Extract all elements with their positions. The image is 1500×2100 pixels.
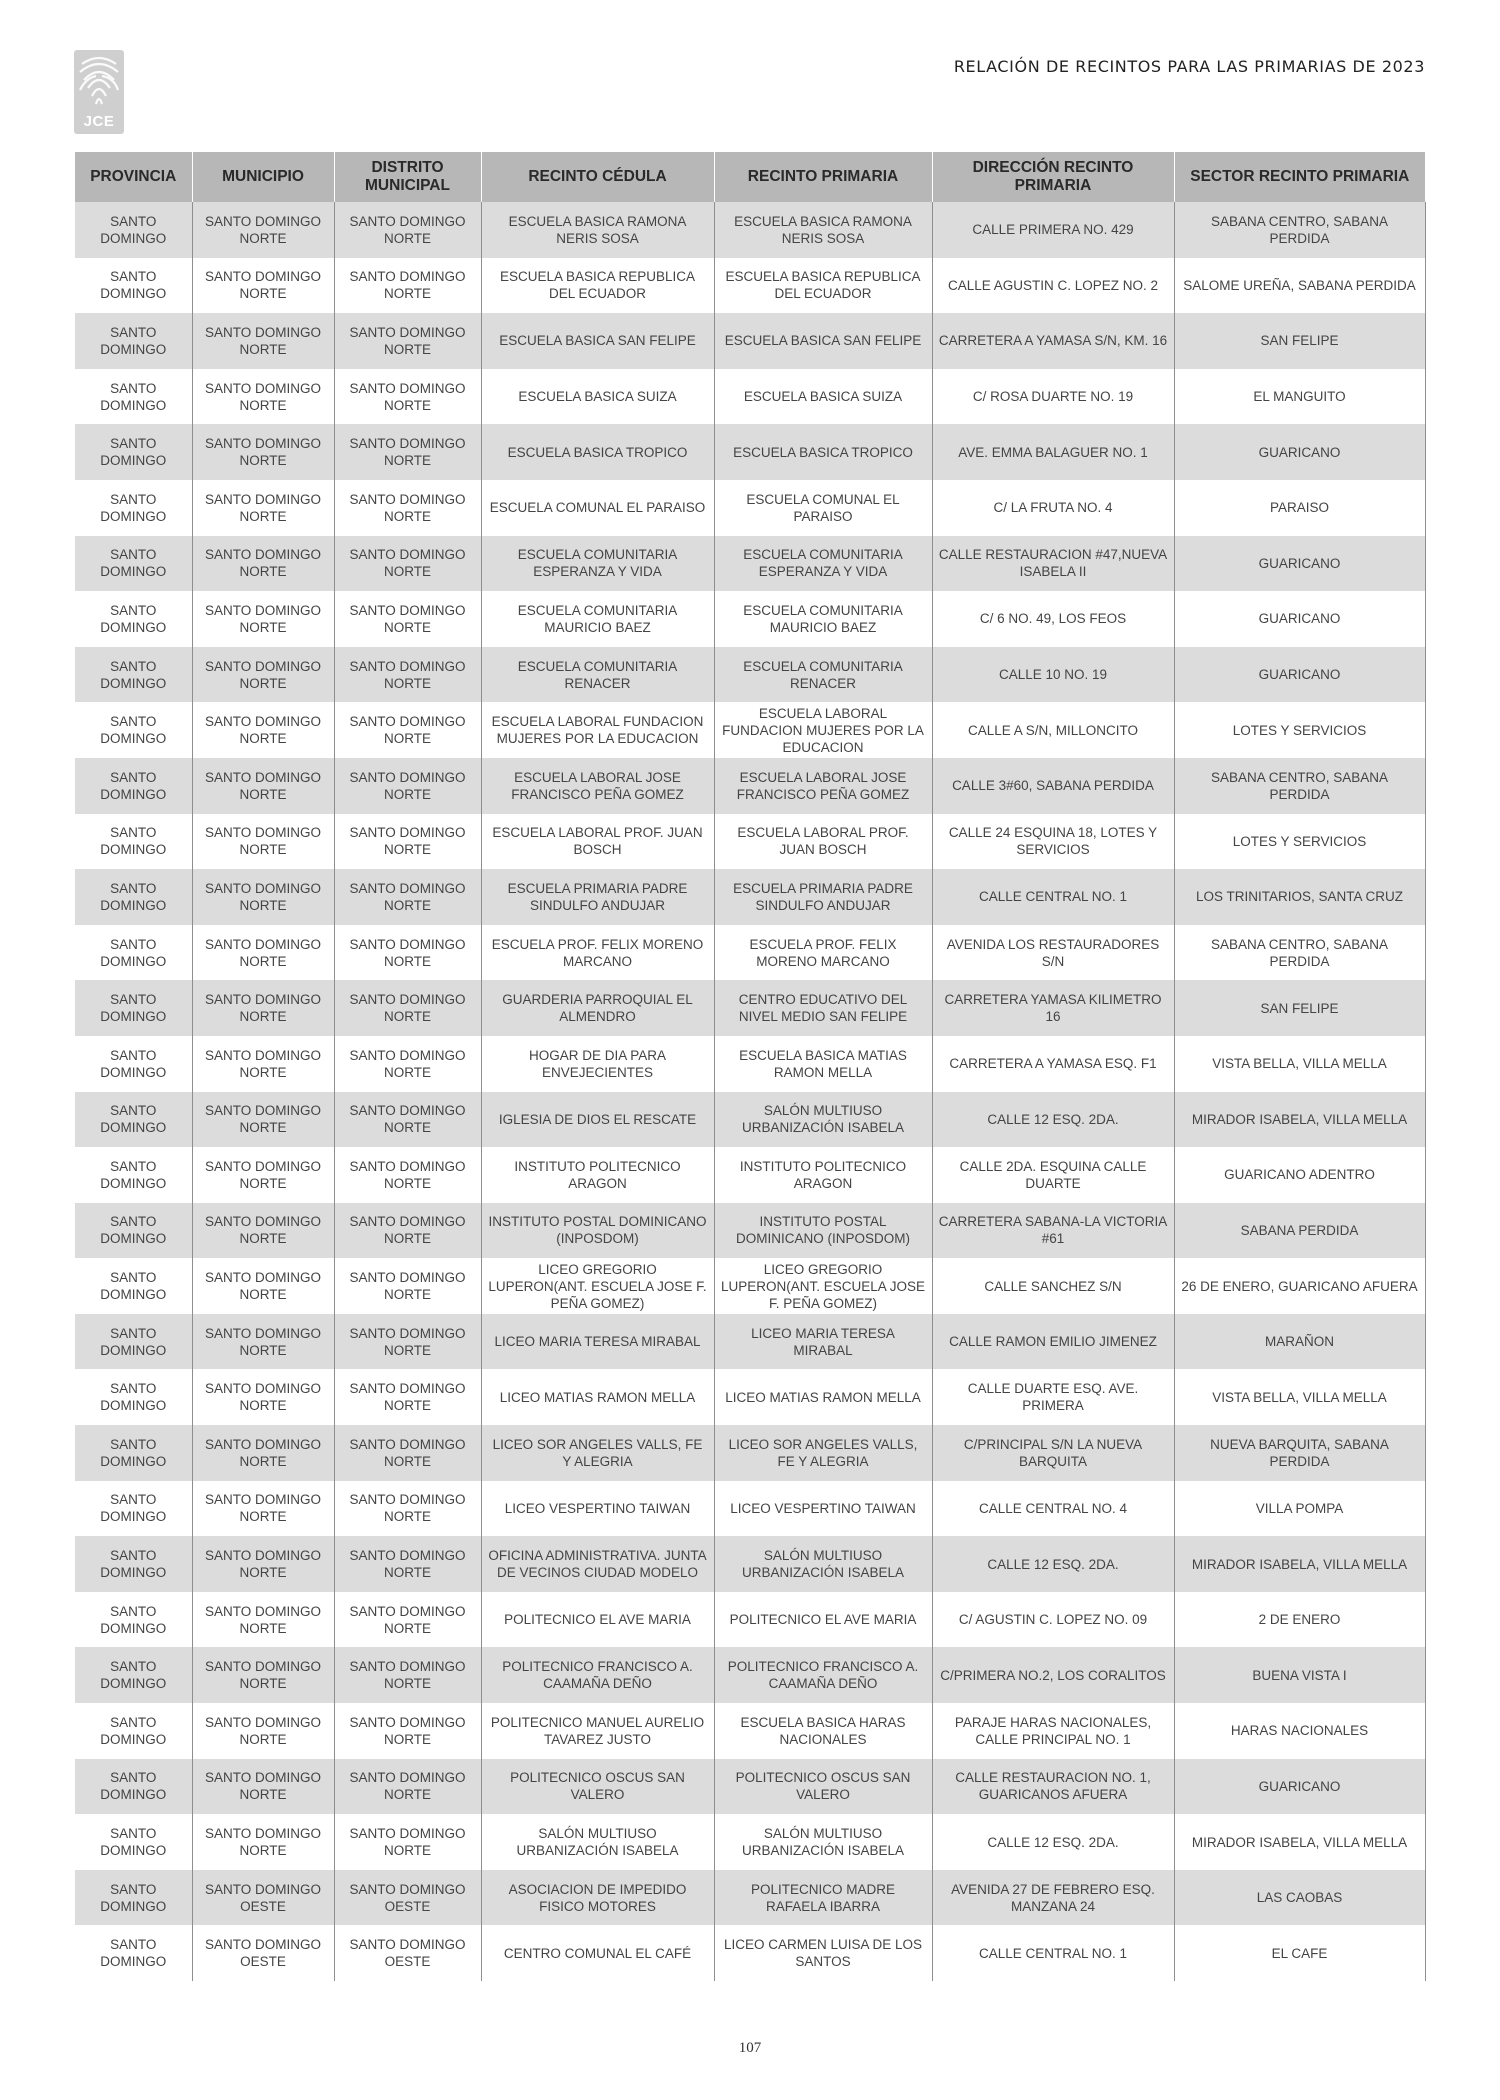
distrito-municipal-cell: SANTO DOMINGO NORTE — [334, 814, 481, 870]
distrito-municipal-cell: SANTO DOMINGO NORTE — [334, 1203, 481, 1259]
page-number: 107 — [738, 2040, 762, 2056]
municipio-cell: SANTO DOMINGO NORTE — [192, 1481, 334, 1537]
distrito-municipal-cell: SANTO DOMINGO OESTE — [334, 1925, 481, 1981]
municipio-cell: SANTO DOMINGO NORTE — [192, 1703, 334, 1759]
table-row — [75, 1092, 1425, 1148]
column-header: RECINTO PRIMARIA — [714, 152, 932, 202]
table-row — [75, 424, 1425, 480]
sector-cell: GUARICANO — [1174, 591, 1425, 647]
table-header — [75, 152, 1425, 202]
municipio-cell: SANTO DOMINGO NORTE — [192, 202, 334, 258]
municipio-cell: SANTO DOMINGO NORTE — [192, 480, 334, 536]
sector-cell: VILLA POMPA — [1174, 1481, 1425, 1537]
direccion-cell: CALLE A S/N, MILLONCITO — [932, 702, 1174, 758]
recinto-cedula-cell: ESCUELA BASICA REPUBLICA DEL ECUADOR — [481, 258, 714, 314]
municipio-cell: SANTO DOMINGO NORTE — [192, 925, 334, 981]
distrito-municipal-cell: SANTO DOMINGO NORTE — [334, 702, 481, 758]
provincia-cell: SANTO DOMINGO — [100, 1937, 167, 1970]
table-row — [75, 258, 1425, 314]
recinto-primaria-cell: ESCUELA COMUNITARIA RENACER — [714, 647, 932, 703]
table-row — [75, 480, 1425, 536]
sector-cell: EL CAFE — [1174, 1925, 1425, 1981]
recinto-primaria-cell: POLITECNICO EL AVE MARIA — [714, 1592, 932, 1648]
sector-cell: SAN FELIPE — [1174, 980, 1425, 1036]
table-row — [75, 1925, 1425, 1981]
direccion-cell: C/ LA FRUTA NO. 4 — [932, 480, 1174, 536]
municipio-cell: SANTO DOMINGO NORTE — [192, 869, 334, 925]
distrito-municipal-cell: SANTO DOMINGO NORTE — [334, 1703, 481, 1759]
provincia-cell: SANTO DOMINGO — [100, 1436, 167, 1469]
direccion-cell: CALLE 12 ESQ. 2DA. — [932, 1814, 1174, 1870]
sector-cell: LOTES Y SERVICIOS — [1174, 702, 1425, 758]
distrito-municipal-cell: SANTO DOMINGO NORTE — [334, 369, 481, 425]
table-row — [75, 536, 1425, 592]
table-row — [75, 1536, 1425, 1592]
distrito-municipal-cell: SANTO DOMINGO OESTE — [334, 1870, 481, 1926]
table-row — [75, 814, 1425, 870]
provincia-cell: SANTO DOMINGO — [100, 380, 167, 413]
provincia-cell: SANTO DOMINGO — [100, 1548, 167, 1581]
recinto-primaria-cell: ESCUELA BASICA SAN FELIPE — [714, 313, 932, 369]
sector-cell: LOTES Y SERVICIOS — [1174, 814, 1425, 870]
municipio-cell: SANTO DOMINGO NORTE — [192, 1592, 334, 1648]
recinto-primaria-cell: INSTITUTO POLITECNICO ARAGON — [714, 1147, 932, 1203]
table-row — [75, 1647, 1425, 1703]
sector-cell: MIRADOR ISABELA, VILLA MELLA — [1174, 1814, 1425, 1870]
column-header: RECINTO CÉDULA — [481, 152, 714, 202]
sector-cell: EL MANGUITO — [1174, 369, 1425, 425]
recinto-primaria-cell: ESCUELA BASICA MATIAS RAMON MELLA — [714, 1036, 932, 1092]
sector-cell: 26 DE ENERO, GUARICANO AFUERA — [1174, 1258, 1425, 1314]
table-row — [75, 1147, 1425, 1203]
distrito-municipal-cell: SANTO DOMINGO NORTE — [334, 1481, 481, 1537]
recinto-cedula-cell: POLITECNICO MANUEL AURELIO TAVAREZ JUSTO — [481, 1703, 714, 1759]
sector-cell: SABANA CENTRO, SABANA PERDIDA — [1174, 202, 1425, 258]
provincia-cell: SANTO DOMINGO — [100, 880, 167, 913]
sector-cell: 2 DE ENERO — [1174, 1592, 1425, 1648]
municipio-cell: SANTO DOMINGO NORTE — [192, 1147, 334, 1203]
recinto-primaria-cell: LICEO MARIA TERESA MIRABAL — [714, 1314, 932, 1370]
table-row — [75, 1592, 1425, 1648]
sector-cell: SABANA CENTRO, SABANA PERDIDA — [1174, 758, 1425, 814]
provincia-cell: SANTO DOMINGO — [100, 269, 167, 302]
direccion-cell: CALLE 24 ESQUINA 18, LOTES Y SERVICIOS — [932, 814, 1174, 870]
recinto-cedula-cell: POLITECNICO OSCUS SAN VALERO — [481, 1759, 714, 1815]
municipio-cell: SANTO DOMINGO NORTE — [192, 758, 334, 814]
distrito-municipal-cell: SANTO DOMINGO NORTE — [334, 980, 481, 1036]
distrito-municipal-cell: SANTO DOMINGO NORTE — [334, 1759, 481, 1815]
distrito-municipal-cell: SANTO DOMINGO NORTE — [334, 1425, 481, 1481]
municipio-cell: SANTO DOMINGO NORTE — [192, 1036, 334, 1092]
sector-cell: SABANA PERDIDA — [1174, 1203, 1425, 1259]
direccion-cell: CALLE 12 ESQ. 2DA. — [932, 1092, 1174, 1148]
distrito-municipal-cell: SANTO DOMINGO NORTE — [334, 647, 481, 703]
provincia-cell: SANTO DOMINGO — [100, 1325, 167, 1358]
recinto-primaria-cell: ESCUELA BASICA HARAS NACIONALES — [714, 1703, 932, 1759]
recinto-cedula-cell: LICEO VESPERTINO TAIWAN — [481, 1481, 714, 1537]
distrito-municipal-cell: SANTO DOMINGO NORTE — [334, 1036, 481, 1092]
municipio-cell: SANTO DOMINGO NORTE — [192, 1759, 334, 1815]
direccion-cell: C/ AGUSTIN C. LOPEZ NO. 09 — [932, 1592, 1174, 1648]
sector-cell: SABANA CENTRO, SABANA PERDIDA — [1174, 925, 1425, 981]
sector-cell: HARAS NACIONALES — [1174, 1703, 1425, 1759]
municipio-cell: SANTO DOMINGO NORTE — [192, 1369, 334, 1425]
recinto-cedula-cell: HOGAR DE DIA PARA ENVEJECIENTES — [481, 1036, 714, 1092]
fingerprint-icon — [74, 50, 124, 112]
provincia-cell: SANTO DOMINGO — [100, 1714, 167, 1747]
recinto-cedula-cell: ESCUELA PRIMARIA PADRE SINDULFO ANDUJAR — [481, 869, 714, 925]
municipio-cell: SANTO DOMINGO OESTE — [192, 1925, 334, 1981]
recinto-primaria-cell: ESCUELA COMUNAL EL PARAISO — [714, 480, 932, 536]
distrito-municipal-cell: SANTO DOMINGO NORTE — [334, 424, 481, 480]
provincia-cell: SANTO DOMINGO — [100, 1659, 167, 1692]
recinto-primaria-cell: LICEO GREGORIO LUPERON(ANT. ESCUELA JOSE F. PEÑA GOMEZ) — [714, 1258, 932, 1314]
recinto-cedula-cell: SALÓN MULTIUSO URBANIZACIÓN ISABELA — [481, 1814, 714, 1870]
direccion-cell: CALLE SANCHEZ S/N — [932, 1258, 1174, 1314]
distrito-municipal-cell: SANTO DOMINGO NORTE — [334, 536, 481, 592]
table-body — [75, 202, 1425, 1981]
recinto-primaria-cell: ESCUELA BASICA TROPICO — [714, 424, 932, 480]
provincia-cell: SANTO DOMINGO — [100, 1214, 167, 1247]
recinto-primaria-cell: ESCUELA COMUNITARIA MAURICIO BAEZ — [714, 591, 932, 647]
column-header: SECTOR RECINTO PRIMARIA — [1174, 152, 1425, 202]
provincia-cell: SANTO DOMINGO — [100, 769, 167, 802]
direccion-cell: CALLE CENTRAL NO. 4 — [932, 1481, 1174, 1537]
sector-cell: VISTA BELLA, VILLA MELLA — [1174, 1369, 1425, 1425]
provincia-cell: SANTO DOMINGO — [100, 436, 167, 469]
distrito-municipal-cell: SANTO DOMINGO NORTE — [334, 1647, 481, 1703]
sector-cell: MARAÑON — [1174, 1314, 1425, 1370]
direccion-cell: CALLE PRIMERA NO. 429 — [932, 202, 1174, 258]
table-row — [75, 1870, 1425, 1926]
direccion-cell: C/ ROSA DUARTE NO. 19 — [932, 369, 1174, 425]
table-row — [75, 1258, 1425, 1314]
recinto-cedula-cell: ESCUELA COMUNITARIA RENACER — [481, 647, 714, 703]
table-row — [75, 702, 1425, 758]
table-row — [75, 869, 1425, 925]
provincia-cell: SANTO DOMINGO — [100, 1826, 167, 1859]
provincia-cell: SANTO DOMINGO — [100, 547, 167, 580]
recinto-cedula-cell: POLITECNICO EL AVE MARIA — [481, 1592, 714, 1648]
recinto-primaria-cell: ESCUELA BASICA REPUBLICA DEL ECUADOR — [714, 258, 932, 314]
provincia-cell: SANTO DOMINGO — [100, 1492, 167, 1525]
column-header: PROVINCIA — [75, 152, 192, 202]
direccion-cell: C/ 6 NO. 49, LOS FEOS — [932, 591, 1174, 647]
recinto-primaria-cell: ESCUELA LABORAL JOSE FRANCISCO PEÑA GOMEZ — [714, 758, 932, 814]
recinto-cedula-cell: ESCUELA LABORAL FUNDACION MUJERES POR LA EDUCACION — [481, 702, 714, 758]
provincia-cell: SANTO DOMINGO — [100, 992, 167, 1025]
municipio-cell: SANTO DOMINGO OESTE — [192, 1870, 334, 1926]
direccion-cell: CALLE RESTAURACION #47,NUEVA ISABELA II — [932, 536, 1174, 592]
sector-cell: MIRADOR ISABELA, VILLA MELLA — [1174, 1536, 1425, 1592]
provincia-cell: SANTO DOMINGO — [100, 491, 167, 524]
distrito-municipal-cell: SANTO DOMINGO NORTE — [334, 1092, 481, 1148]
direccion-cell: CALLE RAMON EMILIO JIMENEZ — [932, 1314, 1174, 1370]
direccion-cell: CALLE 2DA. ESQUINA CALLE DUARTE — [932, 1147, 1174, 1203]
sector-cell: GUARICANO — [1174, 536, 1425, 592]
recinto-primaria-cell: ESCUELA PROF. FELIX MORENO MARCANO — [714, 925, 932, 981]
recinto-primaria-cell: LICEO CARMEN LUISA DE LOS SANTOS — [714, 1925, 932, 1981]
provincia-cell: SANTO DOMINGO — [100, 1047, 167, 1080]
table-row — [75, 1203, 1425, 1259]
provincia-cell: SANTO DOMINGO — [100, 1603, 167, 1636]
direccion-cell: CALLE 10 NO. 19 — [932, 647, 1174, 703]
table-row — [75, 313, 1425, 369]
sector-cell: VISTA BELLA, VILLA MELLA — [1174, 1036, 1425, 1092]
municipio-cell: SANTO DOMINGO NORTE — [192, 591, 334, 647]
recinto-cedula-cell: ESCUELA BASICA RAMONA NERIS SOSA — [481, 202, 714, 258]
municipio-cell: SANTO DOMINGO NORTE — [192, 536, 334, 592]
recinto-primaria-cell: POLITECNICO OSCUS SAN VALERO — [714, 1759, 932, 1815]
distrito-municipal-cell: SANTO DOMINGO NORTE — [334, 591, 481, 647]
recinto-primaria-cell: SALÓN MULTIUSO URBANIZACIÓN ISABELA — [714, 1092, 932, 1148]
recinto-cedula-cell: LICEO GREGORIO LUPERON(ANT. ESCUELA JOSE F. PEÑA GOMEZ) — [481, 1258, 714, 1314]
direccion-cell: AVENIDA LOS RESTAURADORES S/N — [932, 925, 1174, 981]
table-row — [75, 758, 1425, 814]
municipio-cell: SANTO DOMINGO NORTE — [192, 1647, 334, 1703]
provincia-cell: SANTO DOMINGO — [100, 1158, 167, 1191]
distrito-municipal-cell: SANTO DOMINGO NORTE — [334, 480, 481, 536]
direccion-cell: C/PRIMERA NO.2, LOS CORALITOS — [932, 1647, 1174, 1703]
provincia-cell: SANTO DOMINGO — [100, 1770, 167, 1803]
provincia-cell: SANTO DOMINGO — [100, 936, 167, 969]
recinto-primaria-cell: ESCUELA LABORAL PROF. JUAN BOSCH — [714, 814, 932, 870]
recinto-primaria-cell: SALÓN MULTIUSO URBANIZACIÓN ISABELA — [714, 1536, 932, 1592]
distrito-municipal-cell: SANTO DOMINGO NORTE — [334, 869, 481, 925]
provincia-cell: SANTO DOMINGO — [100, 324, 167, 357]
recinto-cedula-cell: INSTITUTO POSTAL DOMINICANO (INPOSDOM) — [481, 1203, 714, 1259]
recinto-cedula-cell: IGLESIA DE DIOS EL RESCATE — [481, 1092, 714, 1148]
recinto-cedula-cell: ESCUELA BASICA TROPICO — [481, 424, 714, 480]
direccion-cell: CALLE RESTAURACION NO. 1, GUARICANOS AFUERA — [932, 1759, 1174, 1815]
provincia-cell: SANTO DOMINGO — [100, 1381, 167, 1414]
recintos-table — [75, 152, 1426, 1981]
municipio-cell: SANTO DOMINGO NORTE — [192, 1258, 334, 1314]
recinto-cedula-cell: ESCUELA LABORAL JOSE FRANCISCO PEÑA GOMEZ — [481, 758, 714, 814]
municipio-cell: SANTO DOMINGO NORTE — [192, 1425, 334, 1481]
direccion-cell: CARRETERA A YAMASA S/N, KM. 16 — [932, 313, 1174, 369]
sector-cell: LOS TRINITARIOS, SANTA CRUZ — [1174, 869, 1425, 925]
recinto-primaria-cell: INSTITUTO POSTAL DOMINICANO (INPOSDOM) — [714, 1203, 932, 1259]
municipio-cell: SANTO DOMINGO NORTE — [192, 647, 334, 703]
distrito-municipal-cell: SANTO DOMINGO NORTE — [334, 1592, 481, 1648]
municipio-cell: SANTO DOMINGO NORTE — [192, 369, 334, 425]
direccion-cell: C/PRINCIPAL S/N LA NUEVA BARQUITA — [932, 1425, 1174, 1481]
recinto-primaria-cell: ESCUELA BASICA SUIZA — [714, 369, 932, 425]
municipio-cell: SANTO DOMINGO NORTE — [192, 1314, 334, 1370]
provincia-cell: SANTO DOMINGO — [100, 602, 167, 635]
direccion-cell: CARRETERA SABANA-LA VICTORIA #61 — [932, 1203, 1174, 1259]
provincia-cell: SANTO DOMINGO — [100, 1270, 167, 1303]
recinto-cedula-cell: CENTRO COMUNAL EL CAFÉ — [481, 1925, 714, 1981]
distrito-municipal-cell: SANTO DOMINGO NORTE — [334, 202, 481, 258]
table-row — [75, 591, 1425, 647]
table-row — [75, 925, 1425, 981]
recinto-cedula-cell: ESCUELA BASICA SAN FELIPE — [481, 313, 714, 369]
municipio-cell: SANTO DOMINGO NORTE — [192, 702, 334, 758]
table-row — [75, 647, 1425, 703]
sector-cell: SAN FELIPE — [1174, 313, 1425, 369]
sector-cell: MIRADOR ISABELA, VILLA MELLA — [1174, 1092, 1425, 1148]
municipio-cell: SANTO DOMINGO NORTE — [192, 980, 334, 1036]
sector-cell: SALOME UREÑA, SABANA PERDIDA — [1174, 258, 1425, 314]
recinto-cedula-cell: LICEO MATIAS RAMON MELLA — [481, 1369, 714, 1425]
distrito-municipal-cell: SANTO DOMINGO NORTE — [334, 1814, 481, 1870]
recinto-cedula-cell: ESCUELA COMUNITARIA MAURICIO BAEZ — [481, 591, 714, 647]
table-row — [75, 369, 1425, 425]
table-row — [75, 1036, 1425, 1092]
recinto-cedula-cell: ESCUELA PROF. FELIX MORENO MARCANO — [481, 925, 714, 981]
recinto-primaria-cell: POLITECNICO MADRE RAFAELA IBARRA — [714, 1870, 932, 1926]
direccion-cell: CARRETERA A YAMASA ESQ. F1 — [932, 1036, 1174, 1092]
sector-cell: PARAISO — [1174, 480, 1425, 536]
jce-logo — [74, 50, 124, 134]
sector-cell: NUEVA BARQUITA, SABANA PERDIDA — [1174, 1425, 1425, 1481]
sector-cell: GUARICANO ADENTRO — [1174, 1147, 1425, 1203]
table-row — [75, 1425, 1425, 1481]
recinto-primaria-cell: ESCUELA LABORAL FUNDACION MUJERES POR LA EDUCACION — [714, 702, 932, 758]
provincia-cell: SANTO DOMINGO — [100, 1103, 167, 1136]
distrito-municipal-cell: SANTO DOMINGO NORTE — [334, 758, 481, 814]
sector-cell: GUARICANO — [1174, 424, 1425, 480]
recinto-primaria-cell: ESCUELA COMUNITARIA ESPERANZA Y VIDA — [714, 536, 932, 592]
distrito-municipal-cell: SANTO DOMINGO NORTE — [334, 313, 481, 369]
column-header: DIRECCIÓN RECINTO PRIMARIA — [932, 152, 1174, 202]
direccion-cell: CALLE CENTRAL NO. 1 — [932, 1925, 1174, 1981]
sector-cell: BUENA VISTA I — [1174, 1647, 1425, 1703]
provincia-cell: SANTO DOMINGO — [100, 1881, 167, 1914]
provincia-cell: SANTO DOMINGO — [100, 825, 167, 858]
recinto-cedula-cell: ESCUELA COMUNAL EL PARAISO — [481, 480, 714, 536]
recinto-cedula-cell: LICEO MARIA TERESA MIRABAL — [481, 1314, 714, 1370]
direccion-cell: CALLE CENTRAL NO. 1 — [932, 869, 1174, 925]
document-title: RELACIÓN DE RECINTOS PARA LAS PRIMARIAS DE 2023 — [953, 57, 1425, 76]
direccion-cell: AVE. EMMA BALAGUER NO. 1 — [932, 424, 1174, 480]
table-row — [75, 202, 1425, 258]
sector-cell: GUARICANO — [1174, 1759, 1425, 1815]
table-row — [75, 1814, 1425, 1870]
provincia-cell: SANTO DOMINGO — [100, 714, 167, 747]
direccion-cell: CALLE AGUSTIN C. LOPEZ NO. 2 — [932, 258, 1174, 314]
recinto-primaria-cell: LICEO SOR ANGELES VALLS, FE Y ALEGRIA — [714, 1425, 932, 1481]
direccion-cell: AVENIDA 27 DE FEBRERO ESQ. MANZANA 24 — [932, 1870, 1174, 1926]
provincia-cell: SANTO DOMINGO — [100, 658, 167, 691]
recinto-cedula-cell: GUARDERIA PARROQUIAL EL ALMENDRO — [481, 980, 714, 1036]
recinto-primaria-cell: SALÓN MULTIUSO URBANIZACIÓN ISABELA — [714, 1814, 932, 1870]
recinto-cedula-cell: ESCUELA COMUNITARIA ESPERANZA Y VIDA — [481, 536, 714, 592]
municipio-cell: SANTO DOMINGO NORTE — [192, 1203, 334, 1259]
sector-cell: GUARICANO — [1174, 647, 1425, 703]
distrito-municipal-cell: SANTO DOMINGO NORTE — [334, 1147, 481, 1203]
recinto-primaria-cell: LICEO VESPERTINO TAIWAN — [714, 1481, 932, 1537]
direccion-cell: CALLE DUARTE ESQ. AVE. PRIMERA — [932, 1369, 1174, 1425]
direccion-cell: CALLE 3#60, SABANA PERDIDA — [932, 758, 1174, 814]
recinto-cedula-cell: POLITECNICO FRANCISCO A. CAAMAÑA DEÑO — [481, 1647, 714, 1703]
direccion-cell: PARAJE HARAS NACIONALES, CALLE PRINCIPAL NO. 1 — [932, 1703, 1174, 1759]
recinto-primaria-cell: ESCUELA BASICA RAMONA NERIS SOSA — [714, 202, 932, 258]
distrito-municipal-cell: SANTO DOMINGO NORTE — [334, 258, 481, 314]
recinto-cedula-cell: LICEO SOR ANGELES VALLS, FE Y ALEGRIA — [481, 1425, 714, 1481]
distrito-municipal-cell: SANTO DOMINGO NORTE — [334, 1314, 481, 1370]
table-row — [75, 1314, 1425, 1370]
distrito-municipal-cell: SANTO DOMINGO NORTE — [334, 1258, 481, 1314]
distrito-municipal-cell: SANTO DOMINGO NORTE — [334, 1369, 481, 1425]
recinto-cedula-cell: OFICINA ADMINISTRATIVA. JUNTA DE VECINOS CIUDAD MODELO — [481, 1536, 714, 1592]
column-header: DISTRITO MUNICIPAL — [334, 152, 481, 202]
distrito-municipal-cell: SANTO DOMINGO NORTE — [334, 1536, 481, 1592]
header-row — [75, 152, 1425, 202]
table-row — [75, 980, 1425, 1036]
direccion-cell: CARRETERA YAMASA KILIMETRO 16 — [932, 980, 1174, 1036]
table-row — [75, 1369, 1425, 1425]
municipio-cell: SANTO DOMINGO NORTE — [192, 424, 334, 480]
recinto-cedula-cell: ASOCIACION DE IMPEDIDO FISICO MOTORES — [481, 1870, 714, 1926]
municipio-cell: SANTO DOMINGO NORTE — [192, 258, 334, 314]
column-header: MUNICIPIO — [192, 152, 334, 202]
municipio-cell: SANTO DOMINGO NORTE — [192, 1092, 334, 1148]
recinto-primaria-cell: POLITECNICO FRANCISCO A. CAAMAÑA DEÑO — [714, 1647, 932, 1703]
table-row — [75, 1703, 1425, 1759]
municipio-cell: SANTO DOMINGO NORTE — [192, 1536, 334, 1592]
table-row — [75, 1481, 1425, 1537]
direccion-cell: CALLE 12 ESQ. 2DA. — [932, 1536, 1174, 1592]
sector-cell: LAS CAOBAS — [1174, 1870, 1425, 1926]
municipio-cell: SANTO DOMINGO NORTE — [192, 814, 334, 870]
provincia-cell: SANTO DOMINGO — [100, 213, 167, 246]
logo-text: JCE — [83, 113, 115, 130]
recinto-primaria-cell: CENTRO EDUCATIVO DEL NIVEL MEDIO SAN FELIPE — [714, 980, 932, 1036]
recinto-cedula-cell: ESCUELA LABORAL PROF. JUAN BOSCH — [481, 814, 714, 870]
municipio-cell: SANTO DOMINGO NORTE — [192, 313, 334, 369]
recinto-cedula-cell: ESCUELA BASICA SUIZA — [481, 369, 714, 425]
distrito-municipal-cell: SANTO DOMINGO NORTE — [334, 925, 481, 981]
municipio-cell: SANTO DOMINGO NORTE — [192, 1814, 334, 1870]
recinto-primaria-cell: LICEO MATIAS RAMON MELLA — [714, 1369, 932, 1425]
table-row — [75, 1759, 1425, 1815]
recinto-primaria-cell: ESCUELA PRIMARIA PADRE SINDULFO ANDUJAR — [714, 869, 932, 925]
recinto-cedula-cell: INSTITUTO POLITECNICO ARAGON — [481, 1147, 714, 1203]
